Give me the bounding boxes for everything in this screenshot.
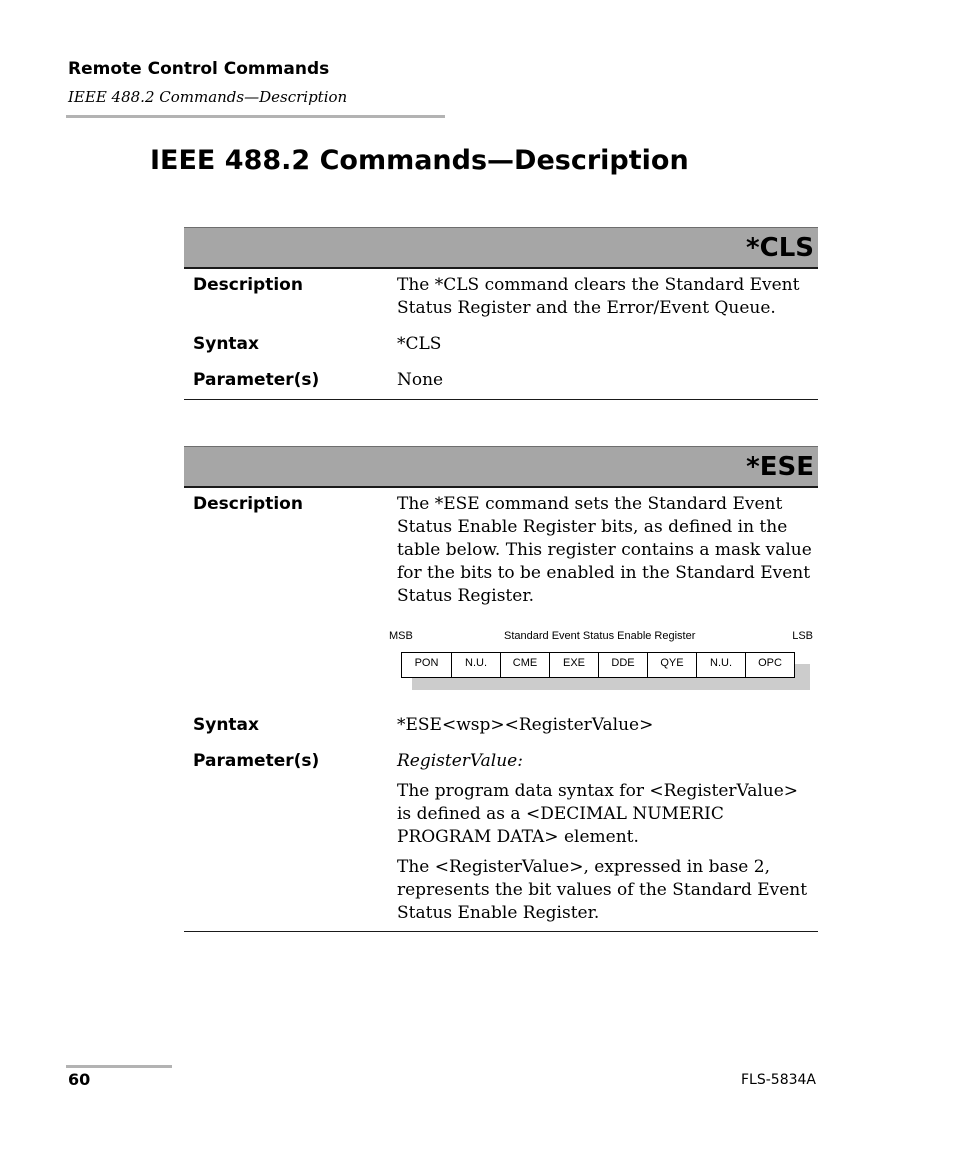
section-subtitle: IEEE 488.2 Commands—Description <box>68 88 348 106</box>
ese-parameters-cell <box>397 750 812 925</box>
running-header <box>68 58 347 108</box>
register-bit-cell: DDE <box>598 653 647 677</box>
cls-description-text: The *CLS command clears the Standard Event Status Register and the Error/Event Queue. <box>397 275 800 318</box>
cls-command-name: *CLS <box>746 233 814 263</box>
register-bit-cell: EXE <box>549 653 598 677</box>
parameters-label: Parameter(s) <box>193 751 320 771</box>
ese-description-text: The *ESE command sets the Standard Event Status Enable Register bits, as defined in the table below. This register contains a mask value for the bits to be enabled in the Standard Event Status Register. <box>397 494 812 606</box>
footer-rule <box>66 1065 172 1068</box>
ese-command-name: *ESE <box>746 452 814 482</box>
ese-description-cell <box>389 493 813 700</box>
register-bit-cell: CME <box>500 653 549 677</box>
cls-syntax-value: *CLS <box>397 334 442 354</box>
ese-bottom-rule <box>184 931 818 932</box>
page-number: 60 <box>68 1070 91 1089</box>
register-bit-cell: OPC <box>745 653 794 677</box>
header-rule <box>66 115 445 118</box>
ese-parameters-row <box>184 737 818 931</box>
ese-syntax-row <box>184 700 818 737</box>
cls-syntax-row <box>184 320 818 356</box>
description-label: Description <box>193 494 303 514</box>
ese-description-row <box>184 488 818 700</box>
register-msb-label: MSB <box>389 630 413 642</box>
register-bit-cell: QYE <box>647 653 696 677</box>
ese-syntax-value: *ESE<wsp><RegisterValue> <box>397 715 654 735</box>
register-bits <box>401 652 795 678</box>
ese-command-header <box>184 446 818 488</box>
param-text-2: The <RegisterValue>, expressed in base 2, represents the bit values of the Standard Event Status Enable Register. <box>397 857 808 923</box>
cls-bottom-rule <box>184 399 818 400</box>
param-name: RegisterValue: <box>397 751 523 771</box>
syntax-label: Syntax <box>193 334 259 354</box>
document-code: FLS-5834A <box>741 1072 816 1088</box>
chapter-title: Remote Control Commands <box>68 59 330 79</box>
register-lsb-label: LSB <box>792 630 813 642</box>
register-diagram <box>389 630 813 700</box>
description-label: Description <box>193 275 303 295</box>
cls-parameters-row <box>184 356 818 399</box>
register-bit-cell: N.U. <box>696 653 745 677</box>
cls-command-header <box>184 227 818 269</box>
cls-parameters-value: None <box>397 370 444 390</box>
parameters-label: Parameter(s) <box>193 370 320 390</box>
register-title: Standard Event Status Enable Register <box>504 630 696 642</box>
syntax-label: Syntax <box>193 715 259 735</box>
cls-description-row <box>184 269 818 320</box>
register-bit-cell: PON <box>414 657 439 669</box>
ese-command-table <box>184 446 818 932</box>
cls-command-table <box>184 227 818 400</box>
param-text-1: The program data syntax for <RegisterValue> is defined as a <DECIMAL NUMERIC PROGRAM DATA> element. <box>397 781 799 847</box>
page-title: IEEE 488.2 Commands—Description <box>150 145 689 176</box>
register-bit-cell: N.U. <box>451 653 500 677</box>
